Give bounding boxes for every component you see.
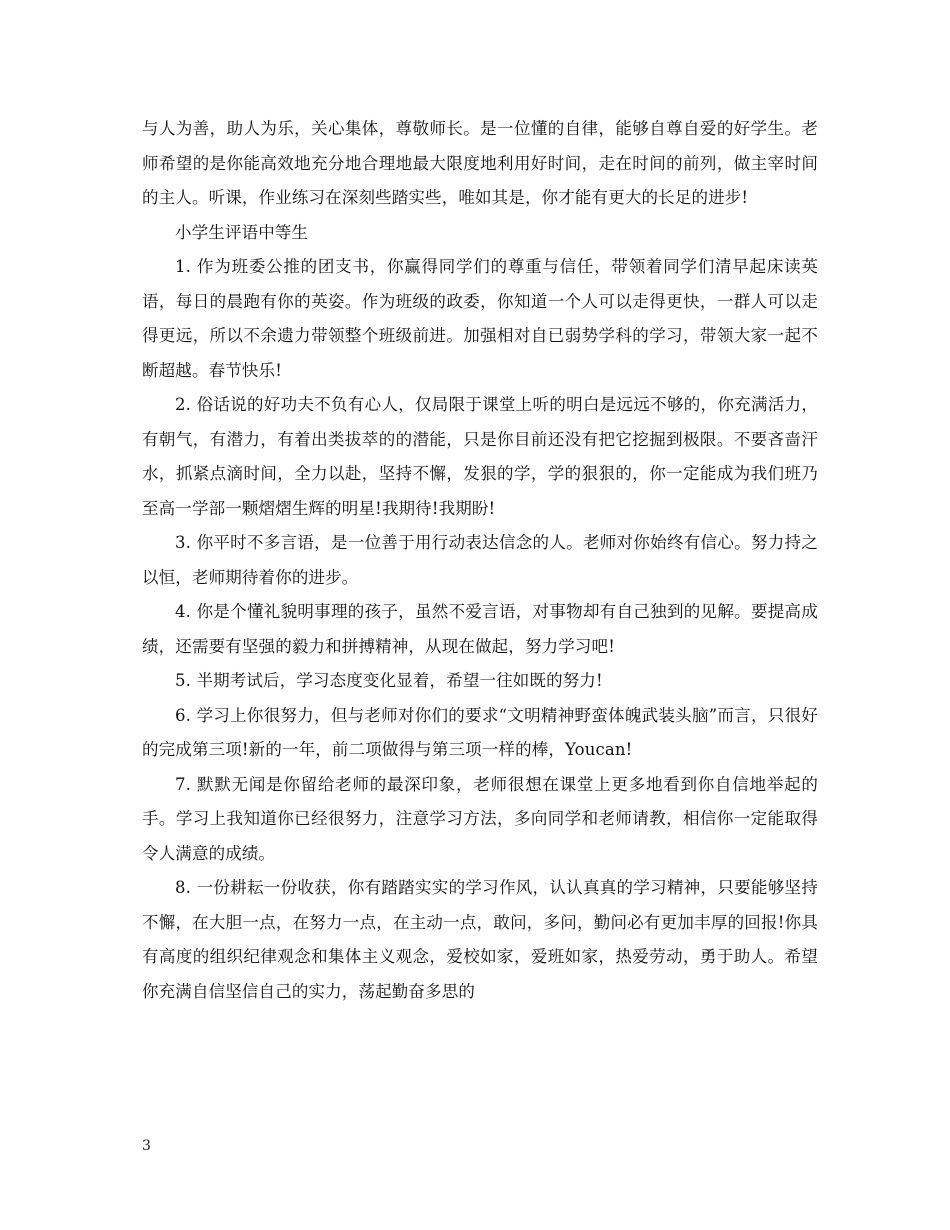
- comment-item-3: 3. 你平时不多言语，是一位善于用行动表达信念的人。老师对你始终有信心。努力持之以恒，老师期待着你的进步。: [142, 533, 818, 587]
- comment-item-6: 6. 学习上你很努力，但与老师对你们的要求“文明精神野蛮体魄武装头脑”而言，只很好的完成第三项!新的一年，前二项做得与第三项一样的棒，Youcan!: [142, 705, 818, 759]
- comment-item-2: 2. 俗话说的好功夫不负有心人，仅局限于课堂上听的明白是远远不够的，你充满活力，有朝气，有潜力，有着出类拔萃的的潜能，只是你目前还没有把它挖掘到极限。不要吝啬汗水，抓紧点滴时间，全力以赴，坚持不懈，发狠的学，学的狠狠的，你一定能成为我们班乃至高一学部一颗熠熠生辉的明星!我期待!我期盼!: [142, 395, 818, 518]
- comment-item-8: 8. 一份耕耘一份收获，你有踏踏实实的学习作风，认认真真的学习精神，只要能够坚持不懈，在大胆一点，在努力一点，在主动一点，敢问，多问，勤问必有更加丰厚的回报!你具有高度的组织纪律观念和集体主义观念，爱校如家，爱班如家，热爱劳动，勇于助人。希望你充满自信坚信自己的实力，荡起勤奋多思的: [142, 878, 818, 1001]
- document-body: [142, 112, 818, 1009]
- comment-item-1: 1. 作为班委公推的团支书，你赢得同学们的尊重与信任，带领着同学们清早起床读英语，每日的晨跑有你的英姿。作为班级的政委，你知道一个人可以走得更快，一群人可以走得更远，所以不余遗力带领整个班级前进。加强相对自已弱势学科的学习，带领大家一起不断超越。春节快乐!: [142, 257, 818, 380]
- paragraph-continuation: 与人为善，助人为乐，关心集体，尊敬师长。是一位懂的自律，能够自尊自爱的好学生。老师希望的是你能高效地充分地合理地最大限度地利用好时间，走在时间的前列，做主宰时间的主人。听课，作业练习在深刻些踏实些，唯如其是，你才能有更大的长足的进步!: [142, 119, 818, 207]
- comment-item-5: 5. 半期考试后，学习态度变化显着，希望一往如既的努力!: [175, 671, 603, 690]
- comment-item-7: 7. 默默无闻是你留给老师的最深印象，老师很想在课堂上更多地看到你自信地举起的手。学习上我知道你已经很努力，注意学习方法，多向同学和老师请教，相信你一定能取得令人满意的成绩。: [142, 774, 818, 863]
- comment-item-4: 4. 你是个懂礼貌明事理的孩子，虽然不爱言语，对事物却有自己独到的见解。要提高成绩，还需要有坚强的毅力和拼搏精神，从现在做起，努力学习吧!: [142, 602, 818, 656]
- page-number: 3: [142, 1138, 151, 1154]
- section-heading: 小学生评语中等生: [175, 222, 309, 242]
